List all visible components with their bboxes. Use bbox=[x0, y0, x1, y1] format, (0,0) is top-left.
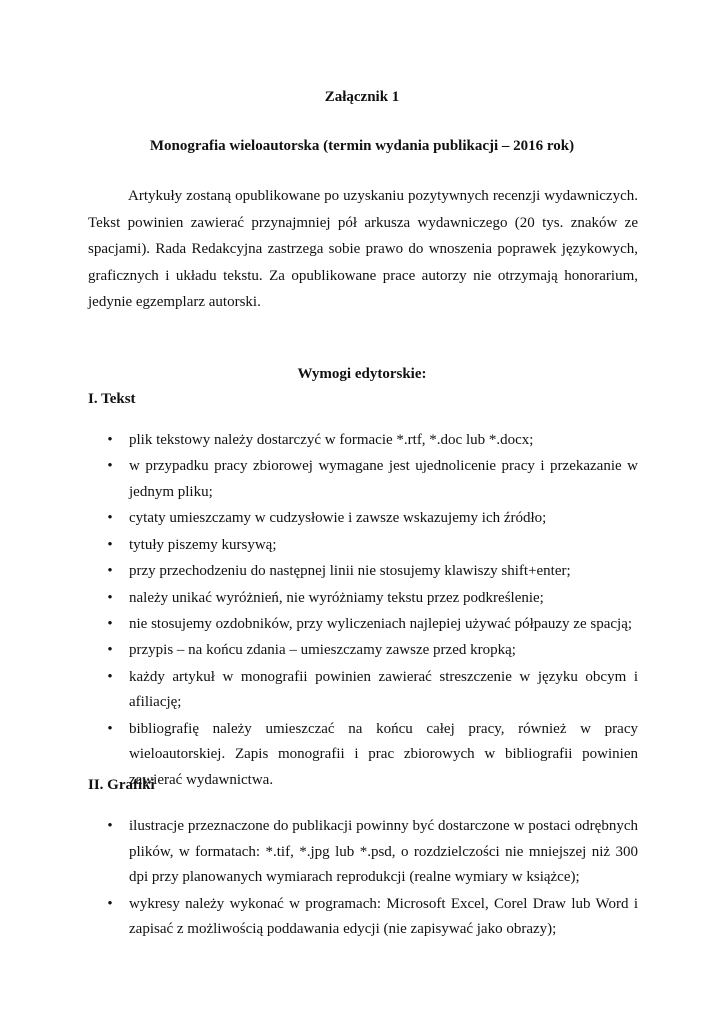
bullet-icon: • bbox=[107, 589, 113, 606]
bullet-icon: • bbox=[107, 563, 113, 580]
bullet-icon: • bbox=[107, 642, 113, 659]
bullet-icon: • bbox=[107, 510, 113, 527]
list-item-text: plik tekstowy należy dostarczyć w formacie *.rtf, *.doc lub *.docx; bbox=[129, 432, 534, 448]
bullet-icon: • bbox=[107, 458, 113, 475]
section-heading-text: I. Tekst bbox=[88, 391, 136, 407]
list-item-text: przypis – na końcu zdania – umieszczamy zawsze przed kropką; bbox=[129, 642, 516, 659]
list-item bbox=[88, 717, 638, 794]
bullet-icon: • bbox=[107, 720, 113, 737]
text-requirements-list bbox=[88, 428, 638, 794]
list-item bbox=[88, 506, 638, 532]
list-item-text: każdy artykuł w monografii powinien zawierać streszczenie w języku obcym i afiliację; bbox=[129, 668, 638, 711]
bullet-icon: • bbox=[107, 818, 113, 834]
list-item-text: cytaty umieszczamy w cudzysłowie i zawsze wskazujemy ich źródło; bbox=[129, 510, 547, 527]
list-item bbox=[88, 638, 638, 664]
section-heading-graphics: II. Grafiki bbox=[88, 777, 155, 793]
list-item bbox=[88, 892, 638, 943]
list-item bbox=[88, 454, 638, 505]
list-item bbox=[88, 533, 638, 559]
list-item-text: przy przechodzeniu do następnej linii nie stosujemy klawiszy shift+enter; bbox=[129, 563, 571, 580]
list-item bbox=[88, 586, 638, 612]
requirements-title: Wymogi edytorskie: bbox=[297, 366, 427, 382]
list-item-text: należy unikać wyróżnień, nie wyróżniamy tekstu przez podkreślenie; bbox=[129, 589, 544, 606]
intro-paragraph: Artykuły zostaną opublikowane po uzyskaniu pozytywnych recenzji wydawniczych. Tekst powinien zawierać przynajmniej pół arkusza wydawniczego (20 tys. znaków ze spacjami). Rada Redakcyjna zastrzega sobie prawo do wnoszenia poprawek językowych, graficznych i układu tekstu. Za opublikowane prace autorzy nie otrzymają honorarium, jedynie egzemplarz autorski. bbox=[88, 188, 638, 310]
list-item-text: nie stosujemy ozdobników, przy wyliczeniach najlepiej używać półpauzy ze spacją; bbox=[129, 615, 633, 632]
list-item bbox=[88, 612, 638, 638]
monograph-title: Monografia wieloautorska (termin wydania publikacji – 2016 rok) bbox=[149, 138, 575, 154]
list-item bbox=[88, 559, 638, 585]
bullet-icon: • bbox=[107, 615, 113, 632]
graphics-requirements-list bbox=[88, 814, 638, 944]
list-item-text: ilustracje przeznaczone do publikacji powinny być dostarczone w postaci odrębnych plików, w formatach: *.tif, *.jpg lub *.psd, o rozdzielczości nie mniejszej niż 300 dpi przy planowanych wymiarach reprodukcji (realne wymiary w książce); bbox=[129, 818, 638, 886]
list-item-text: tytuły piszemy kursywą; bbox=[129, 536, 277, 553]
bullet-icon: • bbox=[107, 536, 113, 553]
list-item bbox=[88, 814, 638, 891]
list-item bbox=[88, 665, 638, 716]
annex-title: Załącznik 1 bbox=[324, 89, 400, 105]
bullet-icon: • bbox=[107, 895, 113, 912]
bullet-icon: • bbox=[107, 668, 113, 685]
bullet-icon: • bbox=[107, 432, 113, 448]
list-item-text: wykresy należy wykonać w programach: Microsoft Excel, Corel Draw lub Word i zapisać z możliwością poddawania edycji (nie zapisywać jako obrazy); bbox=[129, 895, 638, 938]
list-item-text: w przypadku pracy zbiorowej wymagane jest ujednolicenie pracy i przekazanie w jednym pliku; bbox=[129, 458, 638, 500]
list-item bbox=[88, 428, 638, 454]
list-item-text: bibliografię należy umieszczać na końcu całej pracy, również w pracy wieloautorskiej. Zapis monografii i prac zbiorowych w bibliografii powinien zawierać wydawnictwa. bbox=[129, 720, 638, 788]
